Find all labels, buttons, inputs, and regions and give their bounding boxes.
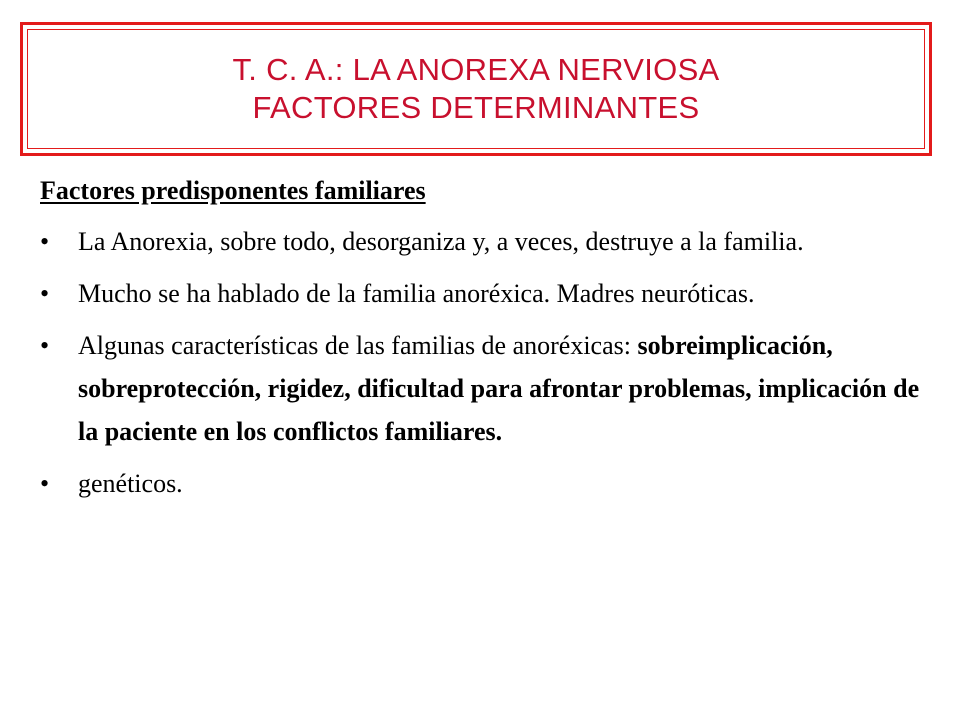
- title-box: [20, 22, 932, 156]
- bullet-item: [40, 462, 920, 505]
- title-line-1: T. C. A.: LA ANOREXA NERVIOSA: [232, 52, 720, 87]
- bullet-text: Algunas características de las familias de anoréxicas:: [78, 331, 638, 360]
- bullet-item: [40, 324, 920, 453]
- slide-content: [40, 168, 920, 514]
- bullet-marker: •: [40, 331, 50, 360]
- section-heading: Factores predisponentes familiares: [40, 176, 426, 205]
- bullet-marker: •: [40, 227, 50, 256]
- bullet-list: [40, 220, 920, 505]
- bullet-item: [40, 272, 920, 315]
- bullet-text: Mucho se ha hablado de la familia anoréxica. Madres neuróticas.: [78, 279, 755, 308]
- title-box-inner: [27, 29, 925, 149]
- title-line-2: FACTORES DETERMINANTES: [252, 90, 700, 125]
- bullet-marker: •: [40, 469, 50, 498]
- bullet-item: [40, 220, 920, 263]
- bullet-text: La Anorexia, sobre todo, desorganiza y, a veces, destruye a la familia.: [78, 227, 804, 256]
- bullet-bold-text: sobreimplicación, sobreprotección, rigidez, dificultad para afrontar problemas, implicación de la paciente en los conflictos familiares.: [78, 331, 920, 446]
- bullet-text: genéticos.: [78, 469, 183, 498]
- bullet-marker: •: [40, 279, 50, 308]
